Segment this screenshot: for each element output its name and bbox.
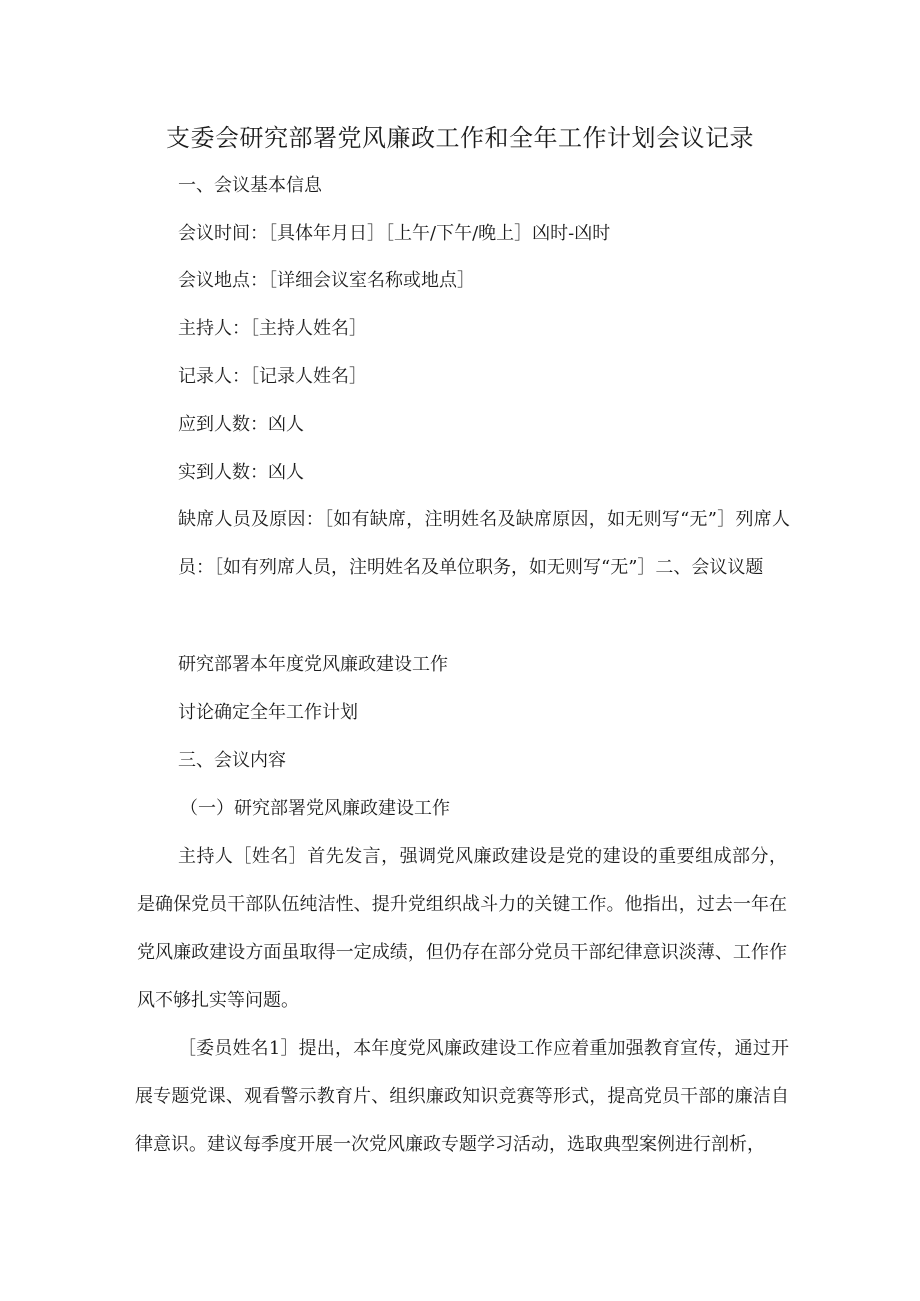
expected-count-line: 应到人数：凶人	[178, 414, 304, 435]
paragraph-committee-member-1: ［委员姓名1］提出，本年度党风廉政建设工作应着重加强教育宣传，通过开展专题党课、观看警示教育片、组织廉政知识竞赛等形式，提高党员干部的廉洁自律意识。建议每季度开展一次党风廉政专题学习活动，选取典型案例进行剖析，	[135, 1038, 789, 1155]
section-heading-basic-info: 一、会议基本信息	[178, 175, 322, 196]
paragraph-host-speech: 主持人［姓名］首先发言，强调党风廉政建设是党的建设的重要组成部分，是确保党员干部队伍纯洁性、提升党组织战斗力的关键工作。他指出，过去一年在党风廉政建设方面虽取得一定成绩，但仍存在部分党员干部纪律意识淡薄、工作作风不够扎实等问题。	[137, 846, 787, 1011]
document-title: 支委会研究部署党风廉政工作和全年工作计划会议记录	[166, 124, 754, 152]
topic-2: 讨论确定全年工作计划	[178, 702, 358, 723]
actual-count-line: 实到人数：凶人	[178, 462, 304, 483]
section-heading-content: 三、会议内容	[178, 750, 286, 771]
meeting-place-line: 会议地点：［详细会议室名称或地点］	[178, 270, 475, 291]
host-line: 主持人：［主持人姓名］	[178, 318, 367, 339]
absence-attendees-paragraph: 缺席人员及原因：［如有缺席，注明姓名及缺席原因，如无则写“无”］列席人员：［如有列席人员，注明姓名及单位职务，如无则写“无”］二、会议议题	[178, 509, 790, 578]
subsection-heading-party-conduct: （一）研究部署党风廉政建设工作	[180, 798, 450, 819]
recorder-line: 记录人：［记录人姓名］	[178, 366, 367, 387]
meeting-time-line: 会议时间：［具体年月日］［上午/下午/晚上］凶时-凶时	[178, 223, 611, 244]
topic-1: 研究部署本年度党风廉政建设工作	[178, 654, 448, 675]
